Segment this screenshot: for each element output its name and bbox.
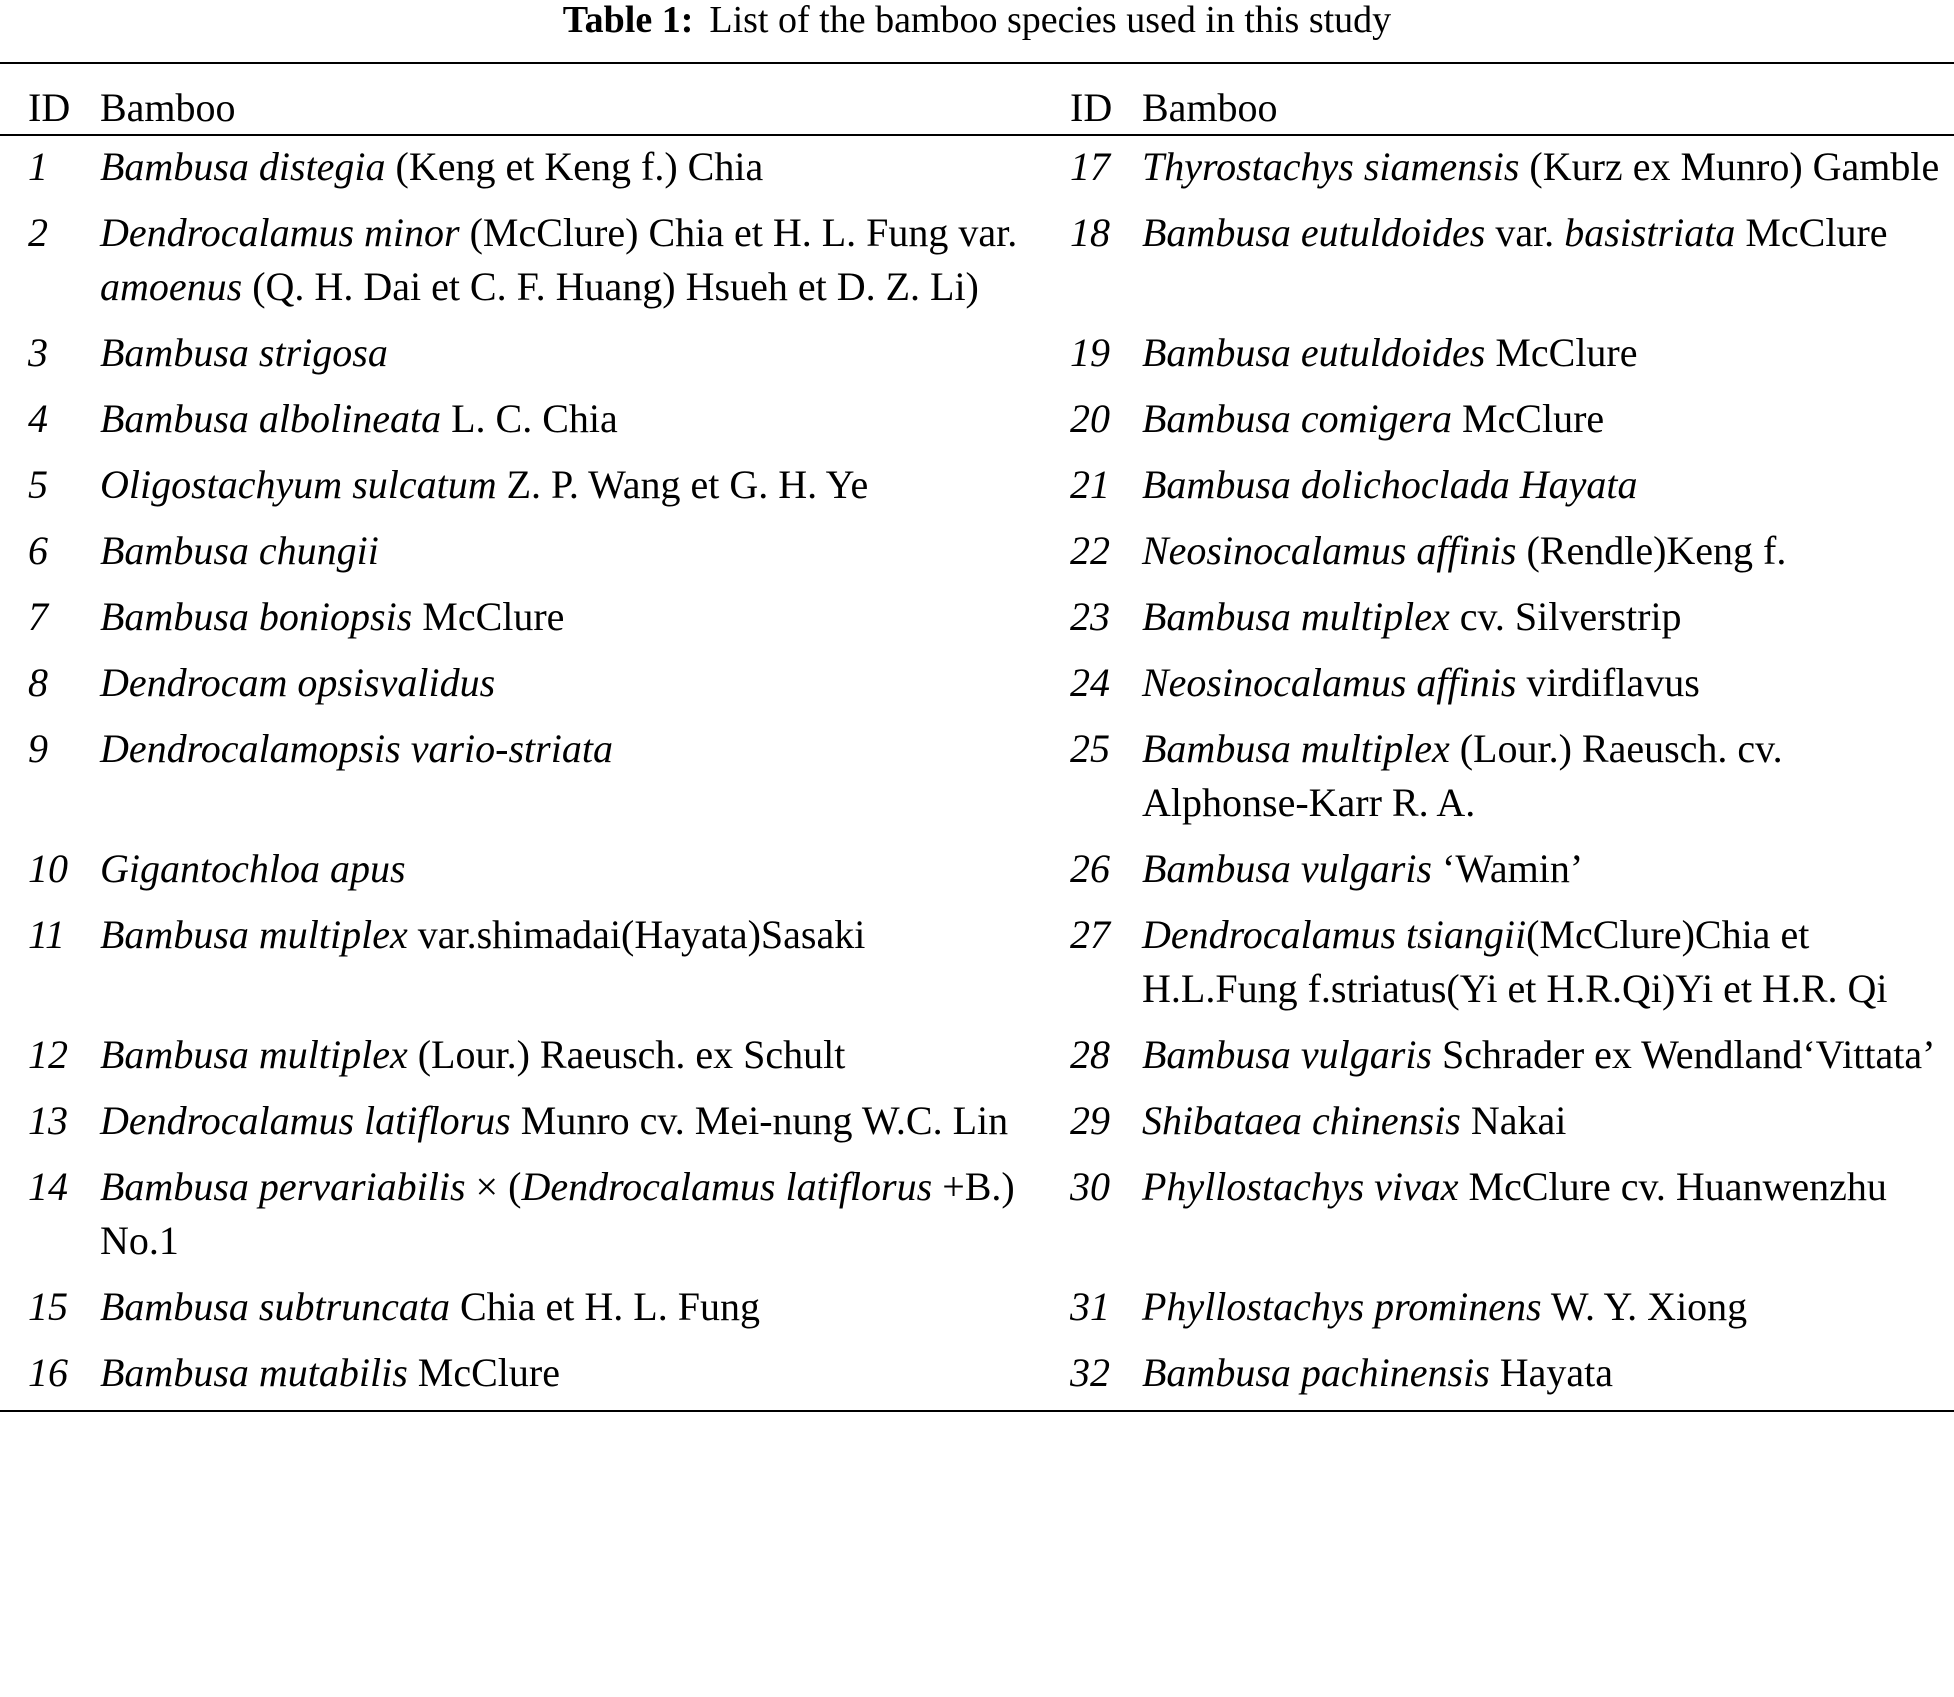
- species-name-italic: Gigantochloa apus: [100, 846, 406, 891]
- header-rule: [0, 134, 1954, 136]
- row-id-left: 12: [28, 1032, 68, 1077]
- species-name-authority: (Lour.) Raeusch. ex Schult: [407, 1032, 846, 1077]
- species-name-authority: +B.) No.1: [100, 1164, 1015, 1263]
- row-id-right: 25: [1070, 726, 1110, 771]
- row-id-left: 16: [28, 1350, 68, 1395]
- species-name-italic: basistriata: [1564, 210, 1736, 255]
- table-row: [0, 134, 1954, 200]
- row-id-left: 4: [28, 396, 48, 441]
- species-name-left: [100, 386, 1070, 452]
- table-row: [0, 1340, 1954, 1406]
- species-name-right: [1142, 650, 1954, 716]
- row-id-left: 14: [28, 1164, 68, 1209]
- species-name-italic: Bambusa multiplex: [1142, 594, 1450, 639]
- row-id-left: 15: [28, 1284, 68, 1329]
- species-name-right: [1142, 518, 1954, 584]
- species-name-italic: Bambusa mutabilis: [100, 1350, 408, 1395]
- species-name-left: [100, 518, 1070, 584]
- species-name-authority: × (: [465, 1164, 522, 1209]
- species-name-authority: McClure cv. Huanwenzhu: [1458, 1164, 1887, 1209]
- species-name-italic: Neosinocalamus affinis: [1142, 660, 1517, 705]
- row-id-right: 22: [1070, 528, 1110, 573]
- species-name-right: [1142, 1022, 1954, 1088]
- row-id-right: 27: [1070, 912, 1110, 957]
- bottom-rule: [0, 1410, 1954, 1412]
- table-row: [0, 836, 1954, 902]
- species-name-authority: W. Y. Xiong: [1541, 1284, 1748, 1329]
- top-rule: [0, 62, 1954, 64]
- row-id-left: 13: [28, 1098, 68, 1143]
- species-name-left: [100, 584, 1070, 650]
- species-name-italic: Bambusa multiplex: [1142, 726, 1450, 771]
- table-row: [0, 902, 1954, 1022]
- species-name-italic: Bambusa pachinensis: [1142, 1350, 1490, 1395]
- row-id-right: 21: [1070, 462, 1110, 507]
- row-id-right: 32: [1070, 1350, 1110, 1395]
- table-caption-label: Table 1:: [562, 0, 694, 41]
- header-id-left: ID: [28, 85, 71, 130]
- species-name-left: [100, 836, 1070, 902]
- species-name-italic: amoenus: [100, 264, 243, 309]
- species-name-left: [100, 1340, 1070, 1406]
- species-name-authority: McClure: [1485, 330, 1638, 375]
- species-name-italic: Bambusa distegia: [100, 144, 386, 189]
- species-name-authority: Schrader ex Wendland‘Vittata’: [1432, 1032, 1936, 1077]
- header-bamboo-right: Bamboo: [1142, 85, 1278, 130]
- species-name-left: [100, 1154, 1070, 1274]
- row-id-left: 8: [28, 660, 48, 705]
- row-id-left: 3: [28, 330, 48, 375]
- species-name-italic: Shibataea chinensis: [1142, 1098, 1461, 1143]
- species-name-right: [1142, 836, 1954, 902]
- species-name-authority: (Rendle)Keng f.: [1516, 528, 1787, 573]
- species-name-italic: Bambusa comigera: [1142, 396, 1452, 441]
- species-name-authority: McClure: [407, 1350, 560, 1395]
- species-name-italic: Bambusa vulgaris: [1142, 1032, 1432, 1077]
- row-id-right: 31: [1070, 1284, 1110, 1329]
- species-name-authority: L. C. Chia: [441, 396, 618, 441]
- row-id-right: 20: [1070, 396, 1110, 441]
- table-row: [0, 386, 1954, 452]
- row-id-right: 29: [1070, 1098, 1110, 1143]
- species-name-authority: (Q. H. Dai et C. F. Huang) Hsueh et D. Z. Li): [242, 264, 979, 309]
- species-name-authority: (Kurz ex Munro) Gamble: [1519, 144, 1940, 189]
- row-id-right: 26: [1070, 846, 1110, 891]
- row-id-right: 28: [1070, 1032, 1110, 1077]
- row-id-right: 23: [1070, 594, 1110, 639]
- species-name-authority: Hayata: [1489, 1350, 1614, 1395]
- header-row: [0, 88, 1954, 134]
- species-name-right: [1142, 902, 1954, 1022]
- species-name-left: [100, 650, 1070, 716]
- row-id-left: 5: [28, 462, 48, 507]
- species-name-right: [1142, 716, 1954, 836]
- species-name-left: [100, 452, 1070, 518]
- species-name-italic: Dendrocalamus latiflorus: [521, 1164, 933, 1209]
- header-id-right: ID: [1070, 85, 1113, 130]
- species-name-italic: Bambusa boniopsis: [100, 594, 413, 639]
- species-name-authority: var.shimadai(Hayata)Sasaki: [407, 912, 866, 957]
- table-row: [0, 200, 1954, 320]
- species-name-italic: Neosinocalamus affinis: [1142, 528, 1517, 573]
- row-id-left: 2: [28, 210, 48, 255]
- species-name-left: [100, 902, 1070, 1022]
- species-name-right: [1142, 320, 1954, 386]
- species-name-authority: Munro cv. Mei-nung W.C. Lin: [510, 1098, 1009, 1143]
- species-name-italic: Thyrostachys siamensis: [1142, 144, 1520, 189]
- row-id-right: 30: [1070, 1164, 1110, 1209]
- species-name-right: [1142, 1154, 1954, 1274]
- species-name-right: [1142, 1340, 1954, 1406]
- species-name-left: [100, 1088, 1070, 1154]
- species-name-italic: Bambusa multiplex: [100, 912, 408, 957]
- species-name-italic: Bambusa multiplex: [100, 1032, 408, 1077]
- table-row: [0, 716, 1954, 836]
- table-row: [0, 650, 1954, 716]
- table-row: [0, 1022, 1954, 1088]
- table-row: [0, 452, 1954, 518]
- table-caption-text: List of the bamboo species used in this study: [709, 0, 1392, 41]
- species-name-italic: Bambusa vulgaris: [1142, 846, 1432, 891]
- row-id-left: 1: [28, 144, 48, 189]
- species-name-authority: Z. P. Wang et G. H. Ye: [496, 462, 869, 507]
- species-name-italic: Bambusa eutuldoides: [1142, 330, 1486, 375]
- species-name-italic: Bambusa subtruncata: [100, 1284, 450, 1329]
- table-row: [0, 518, 1954, 584]
- species-name-left: [100, 716, 1070, 836]
- species-name-italic: Bambusa pervariabilis: [100, 1164, 466, 1209]
- species-name-left: [100, 1022, 1070, 1088]
- species-name-right: [1142, 452, 1954, 518]
- table-row: [0, 1274, 1954, 1340]
- row-id-left: 10: [28, 846, 68, 891]
- table-row: [0, 584, 1954, 650]
- species-name-authority: Chia et H. L. Fung: [450, 1284, 760, 1329]
- row-id-right: 18: [1070, 210, 1110, 255]
- species-name-authority: (Lour.) Raeusch. cv. Alphonse-Karr R. A.: [1142, 726, 1783, 825]
- species-name-italic: Bambusa chungii: [100, 528, 379, 573]
- table-row: [0, 1154, 1954, 1274]
- species-name-right: [1142, 386, 1954, 452]
- species-name-right: [1142, 200, 1954, 320]
- species-name-italic: Bambusa dolichoclada Hayata: [1142, 462, 1638, 507]
- species-name-italic: Dendrocam opsisvalidus: [100, 660, 496, 705]
- species-name-italic: Oligostachyum sulcatum: [100, 462, 497, 507]
- species-name-authority: McClure: [1735, 210, 1888, 255]
- species-name-authority: virdiflavus: [1516, 660, 1700, 705]
- species-name-italic: Dendrocalamopsis vario-striata: [100, 726, 613, 771]
- species-name-italic: Phyllostachys prominens: [1142, 1284, 1542, 1329]
- species-name-italic: Dendrocalamus latiflorus: [100, 1098, 511, 1143]
- species-name-right: [1142, 1088, 1954, 1154]
- row-id-left: 11: [28, 912, 66, 957]
- species-name-left: [100, 320, 1070, 386]
- row-id-right: 24: [1070, 660, 1110, 705]
- species-name-italic: Dendrocalamus tsiangii: [1142, 912, 1527, 957]
- species-name-italic: Bambusa strigosa: [100, 330, 388, 375]
- table-row: [0, 320, 1954, 386]
- row-id-left: 7: [28, 594, 48, 639]
- species-name-authority: ‘Wamin’: [1432, 846, 1584, 891]
- species-name-authority: (Keng et Keng f.) Chia: [385, 144, 764, 189]
- row-id-right: 17: [1070, 144, 1110, 189]
- header-bamboo-left: Bamboo: [100, 85, 236, 130]
- species-name-authority: Nakai: [1460, 1098, 1567, 1143]
- species-name-right: [1142, 1274, 1954, 1340]
- table-row: [0, 1088, 1954, 1154]
- species-name-italic: Bambusa eutuldoides: [1142, 210, 1486, 255]
- species-name-right: [1142, 134, 1954, 200]
- species-table-body: [0, 134, 1954, 1406]
- row-id-right: 19: [1070, 330, 1110, 375]
- species-name-italic: Bambusa albolineata: [100, 396, 442, 441]
- row-id-left: 9: [28, 726, 48, 771]
- species-name-italic: Phyllostachys vivax: [1142, 1164, 1459, 1209]
- species-name-authority: cv. Silverstrip: [1449, 594, 1682, 639]
- table-caption: [0, 0, 1954, 40]
- species-name-italic: Dendrocalamus minor: [100, 210, 460, 255]
- species-name-authority: var.: [1485, 210, 1565, 255]
- species-name-left: [100, 134, 1070, 200]
- species-name-authority: (McClure)Chia et H.L.Fung f.striatus(Yi et H.R.Qi)Yi et H.R. Qi: [1142, 912, 1888, 1011]
- species-name-authority: McClure: [1451, 396, 1605, 441]
- species-name-right: [1142, 584, 1954, 650]
- species-table: [0, 85, 1954, 1406]
- species-name-authority: McClure: [412, 594, 565, 639]
- species-name-left: [100, 1274, 1070, 1340]
- species-name-authority: (McClure) Chia et H. L. Fung var.: [459, 210, 1018, 255]
- species-name-left: [100, 200, 1070, 320]
- row-id-left: 6: [28, 528, 48, 573]
